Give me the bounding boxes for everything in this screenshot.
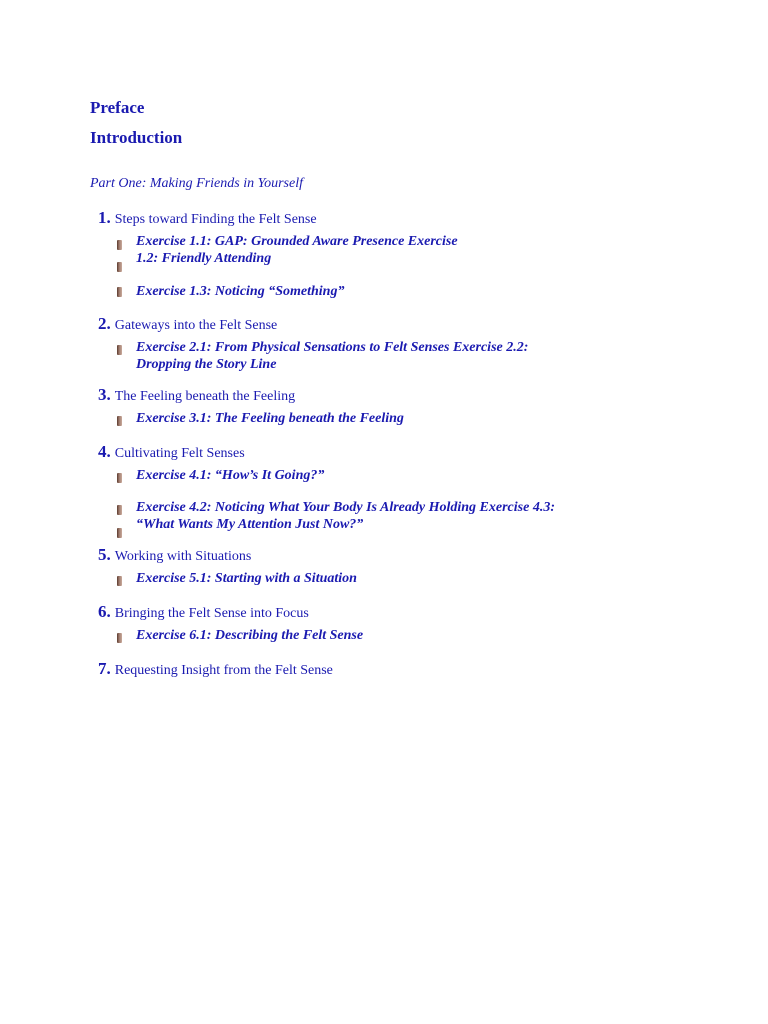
exercise-line: Exercise 6.1: Describing the Felt Sense: [136, 628, 364, 643]
bullet-icon: [117, 416, 122, 426]
chapter-1[interactable]: [98, 208, 317, 228]
exercise-line: Exercise 5.1: Starting with a Situation: [136, 571, 357, 586]
chapter-title[interactable]: Gateways into the Felt Sense: [114, 318, 278, 333]
chapter-number: 7.: [98, 659, 111, 678]
chapter-3[interactable]: [98, 385, 295, 405]
exercise-4-1-link[interactable]: [136, 467, 324, 484]
chapter-4[interactable]: [98, 442, 245, 462]
exercise-2-1-link[interactable]: [136, 339, 528, 373]
exercise-line: Exercise 4.1: “How’s It Going?”: [136, 468, 325, 483]
chapter-title[interactable]: The Feeling beneath the Feeling: [114, 389, 296, 404]
bullet-icon: [117, 262, 122, 272]
exercise-6-1-link[interactable]: [136, 627, 363, 644]
chapter-number: 4.: [98, 442, 111, 461]
exercise-line: “What Wants My Attention Just Now?”: [136, 517, 364, 532]
bullet-icon: [117, 528, 122, 538]
chapter-number: 6.: [98, 602, 111, 621]
chapter-number: 2.: [98, 314, 111, 333]
exercise-line: Exercise 1.3: Noticing “Something”: [136, 284, 345, 299]
exercise-line: Exercise 2.1: From Physical Sensations to Felt Senses Exercise 2.2:: [136, 340, 529, 355]
chapter-title[interactable]: Requesting Insight from the Felt Sense: [114, 663, 333, 678]
chapter-number: 1.: [98, 208, 111, 227]
exercise-line: Dropping the Story Line: [136, 357, 277, 372]
chapter-number: 5.: [98, 545, 111, 564]
chapter-7[interactable]: [98, 659, 333, 679]
exercise-line: Exercise 1.1: GAP: Grounded Aware Presence Exercise: [136, 234, 458, 249]
part-one-heading[interactable]: Part One: Making Friends in Yourself: [90, 176, 303, 191]
bullet-icon: [117, 505, 122, 515]
exercise-4-2-link[interactable]: [136, 499, 555, 533]
exercise-line: Exercise 3.1: The Feeling beneath the Feeling: [136, 411, 404, 426]
bullet-icon: [117, 345, 122, 355]
exercise-1-1-link[interactable]: [136, 233, 458, 267]
chapter-title[interactable]: Steps toward Finding the Felt Sense: [114, 212, 317, 227]
exercise-3-1-link[interactable]: [136, 410, 404, 427]
exercise-line: Exercise 4.2: Noticing What Your Body Is Already Holding Exercise 4.3:: [136, 500, 555, 515]
bullet-icon: [117, 473, 122, 483]
exercise-line: 1.2: Friendly Attending: [136, 251, 272, 266]
chapter-title[interactable]: Bringing the Felt Sense into Focus: [114, 606, 309, 621]
exercise-5-1-link[interactable]: [136, 570, 357, 587]
introduction-link[interactable]: Introduction: [90, 128, 183, 147]
exercise-1-3-link[interactable]: [136, 283, 344, 300]
chapter-2[interactable]: [98, 314, 277, 334]
bullet-icon: [117, 240, 122, 250]
bullet-icon: [117, 576, 122, 586]
bullet-icon: [117, 287, 122, 297]
chapter-5[interactable]: [98, 545, 251, 565]
chapter-title[interactable]: Working with Situations: [114, 549, 252, 564]
preface-link[interactable]: Preface: [90, 98, 145, 117]
chapter-6[interactable]: [98, 602, 309, 622]
bullet-icon: [117, 633, 122, 643]
chapter-number: 3.: [98, 385, 111, 404]
chapter-title[interactable]: Cultivating Felt Senses: [114, 446, 245, 461]
